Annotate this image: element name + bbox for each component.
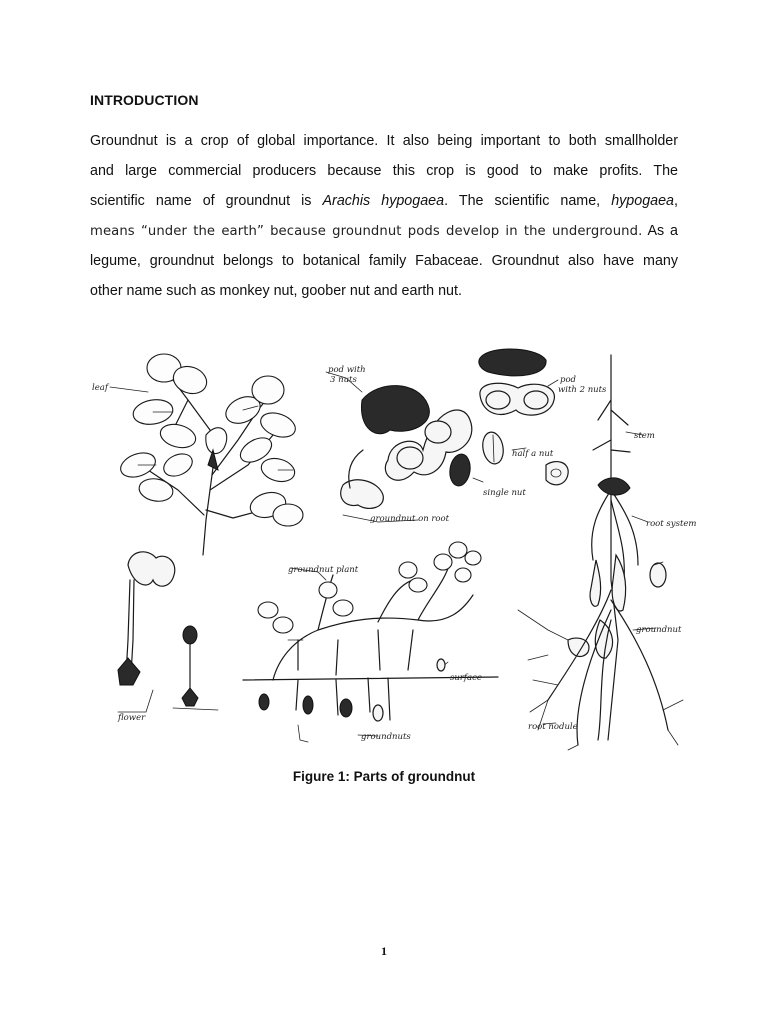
section-heading: INTRODUCTION (90, 92, 199, 108)
paragraph-line: other name such as monkey nut, goober nut and earth nut. (90, 283, 462, 299)
paragraph-line: Groundnut is a crop of global importance. It also being important to both smallholder (90, 133, 678, 149)
label-root-system: root system (646, 519, 697, 529)
label-single-nut: single nut (483, 488, 526, 498)
text-run: As a (642, 223, 678, 239)
label-half-nut: half a nut (512, 449, 554, 459)
text-run: scientific name of groundnut is (90, 193, 323, 209)
groundnut-illustration (78, 340, 697, 755)
label-pod-3-nuts: 3 nuts (330, 375, 357, 385)
scientific-term: hypogaea (611, 193, 675, 209)
label-groundnut-on-root: groundnut on root (370, 514, 450, 524)
text-run: , (674, 193, 678, 209)
label-surface: surface (450, 673, 482, 683)
text-run: . The scientific name, (444, 193, 612, 209)
label-pod-2-nuts: pod (560, 375, 576, 385)
label-groundnuts: groundnuts (361, 732, 411, 742)
text-run: means “under the earth” because groundnut pods develop in the underground. (90, 224, 643, 239)
paragraph-line (90, 186, 678, 216)
paragraph-line (90, 216, 678, 246)
label-stem: stem (634, 431, 655, 441)
intro-paragraph (90, 126, 678, 306)
label-flower: flower (118, 713, 146, 723)
label-groundnut-plant: groundnut plant (288, 565, 359, 575)
scientific-name: Arachis hypogaea (322, 193, 445, 209)
label-pod-2-nuts: with 2 nuts (558, 385, 607, 395)
label-groundnut: groundnut (636, 625, 682, 635)
page-number: 1 (381, 944, 387, 958)
leaf-branch-drawing (117, 354, 303, 555)
groundnut-plant-drawing (243, 542, 498, 742)
paragraph-line: legume, groundnut belongs to botanical family Fabaceae. Groundnut also have many (90, 253, 678, 269)
figure-caption: Figure 1: Parts of groundnut (292, 769, 476, 784)
label-root-nodule: root nodule (528, 722, 578, 732)
root-system-drawing (518, 355, 683, 750)
paragraph-line: and large commercial producers because this crop is good to make profits. The (90, 163, 678, 179)
illustration-svg (78, 340, 697, 755)
label-leaf: leaf (92, 383, 108, 393)
leader-line (110, 387, 148, 392)
label-pod-3-nuts: pod with (328, 365, 366, 375)
flower-drawing (118, 552, 218, 712)
